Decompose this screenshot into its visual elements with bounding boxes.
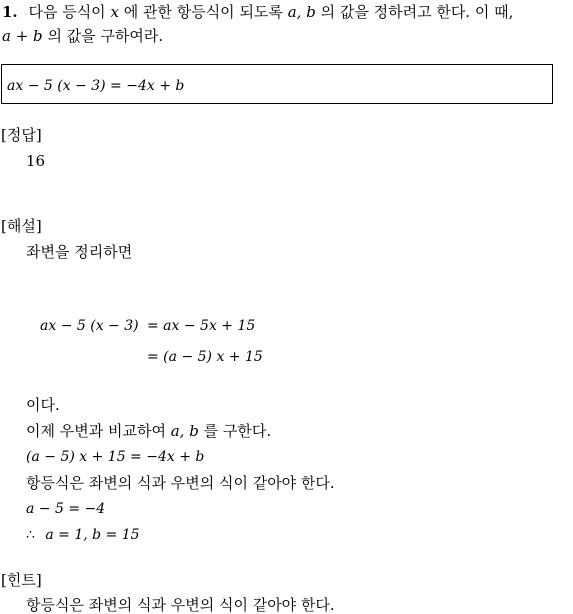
solution-eq2-rhs: = (a − 5) x + 15 [147,349,263,365]
problem-var-a: a, [287,3,302,21]
therefore-symbol: ∴ [26,527,35,543]
problem-line-1 [2,5,513,20]
hint-text: 항등식은 좌변의 식과 우변의 식이 같아야 한다. [26,596,335,614]
solution-text-1: 이다. [26,396,60,414]
problem-expr: a + b [2,27,43,45]
problem-line-2 [2,29,163,44]
given-equation-box [1,64,553,104]
answer-heading: [정답] [1,126,42,144]
problem-text-1c: 의 값을 정하려고 한다. 이 때, [320,3,514,21]
hint-heading: [힌트] [1,571,42,589]
solution-text-2-vars: a, b [170,422,199,440]
problem-var-x: x [110,3,119,21]
solution-eq5-body: a = 1, b = 15 [45,527,140,543]
solution-eq5 [26,528,140,542]
answer-value: 16 [26,152,46,170]
solution-text-3: 항등식은 좌변의 식과 우변의 식이 같아야 한다. [26,474,335,492]
problem-text-2: 의 값을 구하여라. [47,27,164,45]
solution-heading: [해설] [1,217,42,235]
solution-text-2 [26,424,271,439]
problem-text-1a: 다음 등식이 [28,3,106,21]
problem-number: 1. [2,3,18,21]
solution-text-2a: 이제 우변과 비교하여 [26,422,166,440]
solution-text-2b: 를 구한다. [203,422,272,440]
problem-var-b: b [306,3,316,21]
given-equation: ax − 5 (x − 3) = −4x + b [7,78,185,94]
solution-eq1-rhs: = ax − 5x + 15 [147,318,256,334]
solution-eq4: a − 5 = −4 [26,501,106,517]
solution-eq3: (a − 5) x + 15 = −4x + b [26,449,205,465]
solution-intro: 좌변을 정리하면 [26,243,133,261]
problem-text-1b: 에 관한 항등식이 되도록 [123,3,283,21]
solution-eq1-lhs: ax − 5 (x − 3) [40,318,139,334]
